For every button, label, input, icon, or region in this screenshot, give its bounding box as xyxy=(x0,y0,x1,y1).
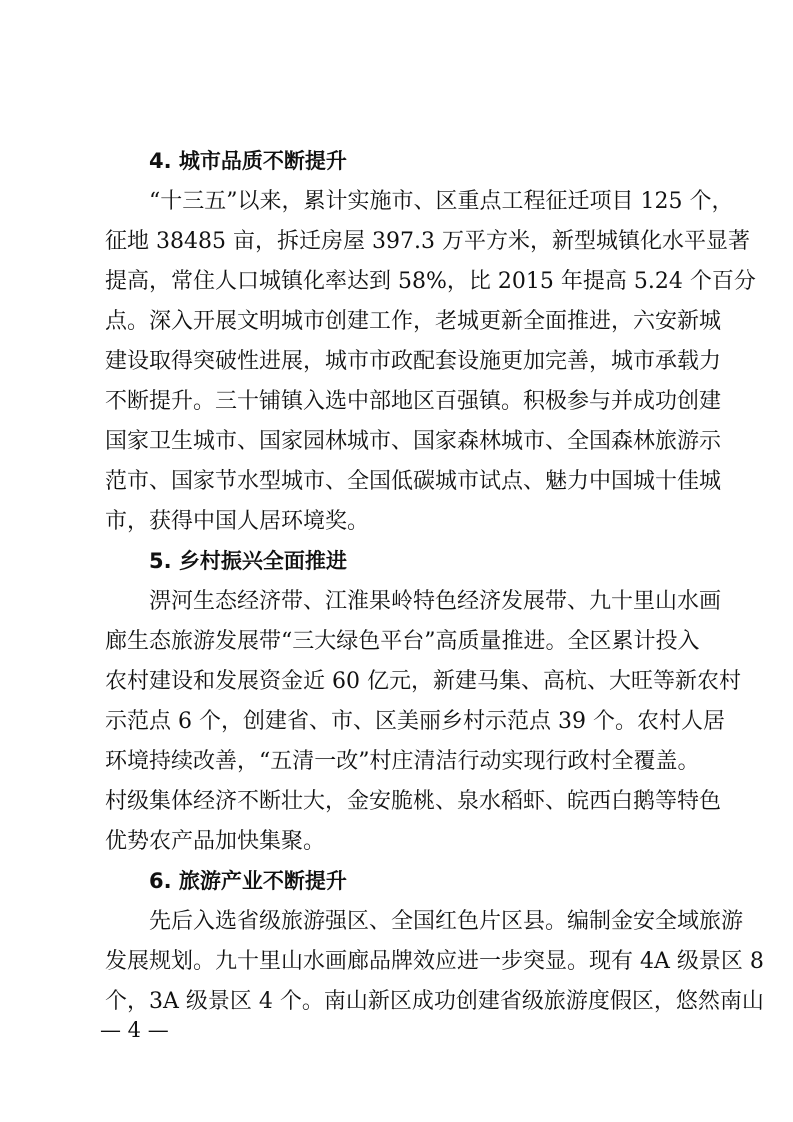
section-6-line-1: 先后入选省级旅游强区、全国红色片区县。编制金安全域旅游 xyxy=(149,909,744,934)
section-5-line-4: 示范点 6 个，创建省、市、区美丽乡村示范点 39 个。农村人居 xyxy=(105,709,725,734)
section-6-line-2: 发展规划。九十里山水画廊品牌效应进一步突显。现有 4A 级景区 8 xyxy=(105,949,764,974)
section-4-line-1: “十三五”以来，累计实施市、区重点工程征迁项目 125 个， xyxy=(149,189,734,214)
section-4-line-8: 范市、国家节水型城市、全国低碳城市试点、魅力中国城十佳城 xyxy=(105,469,722,494)
section-4-line-3: 提高，常住人口城镇化率达到 58%，比 2015 年提高 5.24 个百分 xyxy=(105,269,756,294)
section-4-line-2: 征地 38485 亩，拆迁房屋 397.3 万平方米，新型城镇化水平显著 xyxy=(105,229,750,254)
section-4-line-4: 点。深入开展文明城市创建工作，老城更新全面推进，六安新城 xyxy=(105,309,722,334)
section-5-line-6: 村级集体经济不断壮大，金安脆桃、泉水稻虾、皖西白鹅等特色 xyxy=(105,789,722,814)
section-6-heading: 6. 旅游产业不断提升 xyxy=(149,869,347,893)
section-5-line-2: 廊生态旅游发展带“三大绿色平台”高质量推进。全区累计投入 xyxy=(105,629,700,654)
page-number: — 4 — xyxy=(100,1018,169,1042)
section-5-line-1: 淠河生态经济带、江淮果岭特色经济发展带、九十里山水画 xyxy=(149,589,722,614)
section-4-line-9: 市，获得中国人居环境奖。 xyxy=(105,509,370,534)
section-4-heading: 4. 城市品质不断提升 xyxy=(149,149,347,173)
section-5-heading: 5. 乡村振兴全面推进 xyxy=(149,549,347,573)
section-4-line-6: 不断提升。三十铺镇入选中部地区百强镇。积极参与并成功创建 xyxy=(105,389,722,414)
section-4-line-5: 建设取得突破性进展，城市市政配套设施更加完善，城市承载力 xyxy=(105,349,722,374)
section-5-line-3: 农村建设和发展资金近 60 亿元，新建马集、高杭、大旺等新农村 xyxy=(105,669,741,694)
section-4-line-7: 国家卫生城市、国家园林城市、国家森林城市、全国森林旅游示 xyxy=(105,429,722,454)
section-5-line-7: 优势农产品加快集聚。 xyxy=(105,829,326,854)
section-5-line-5: 环境持续改善，“五清一改”村庄清洁行动实现行政村全覆盖。 xyxy=(105,749,700,774)
section-6-line-3: 个，3A 级景区 4 个。南山新区成功创建省级旅游度假区，悠然南山 xyxy=(105,989,764,1014)
